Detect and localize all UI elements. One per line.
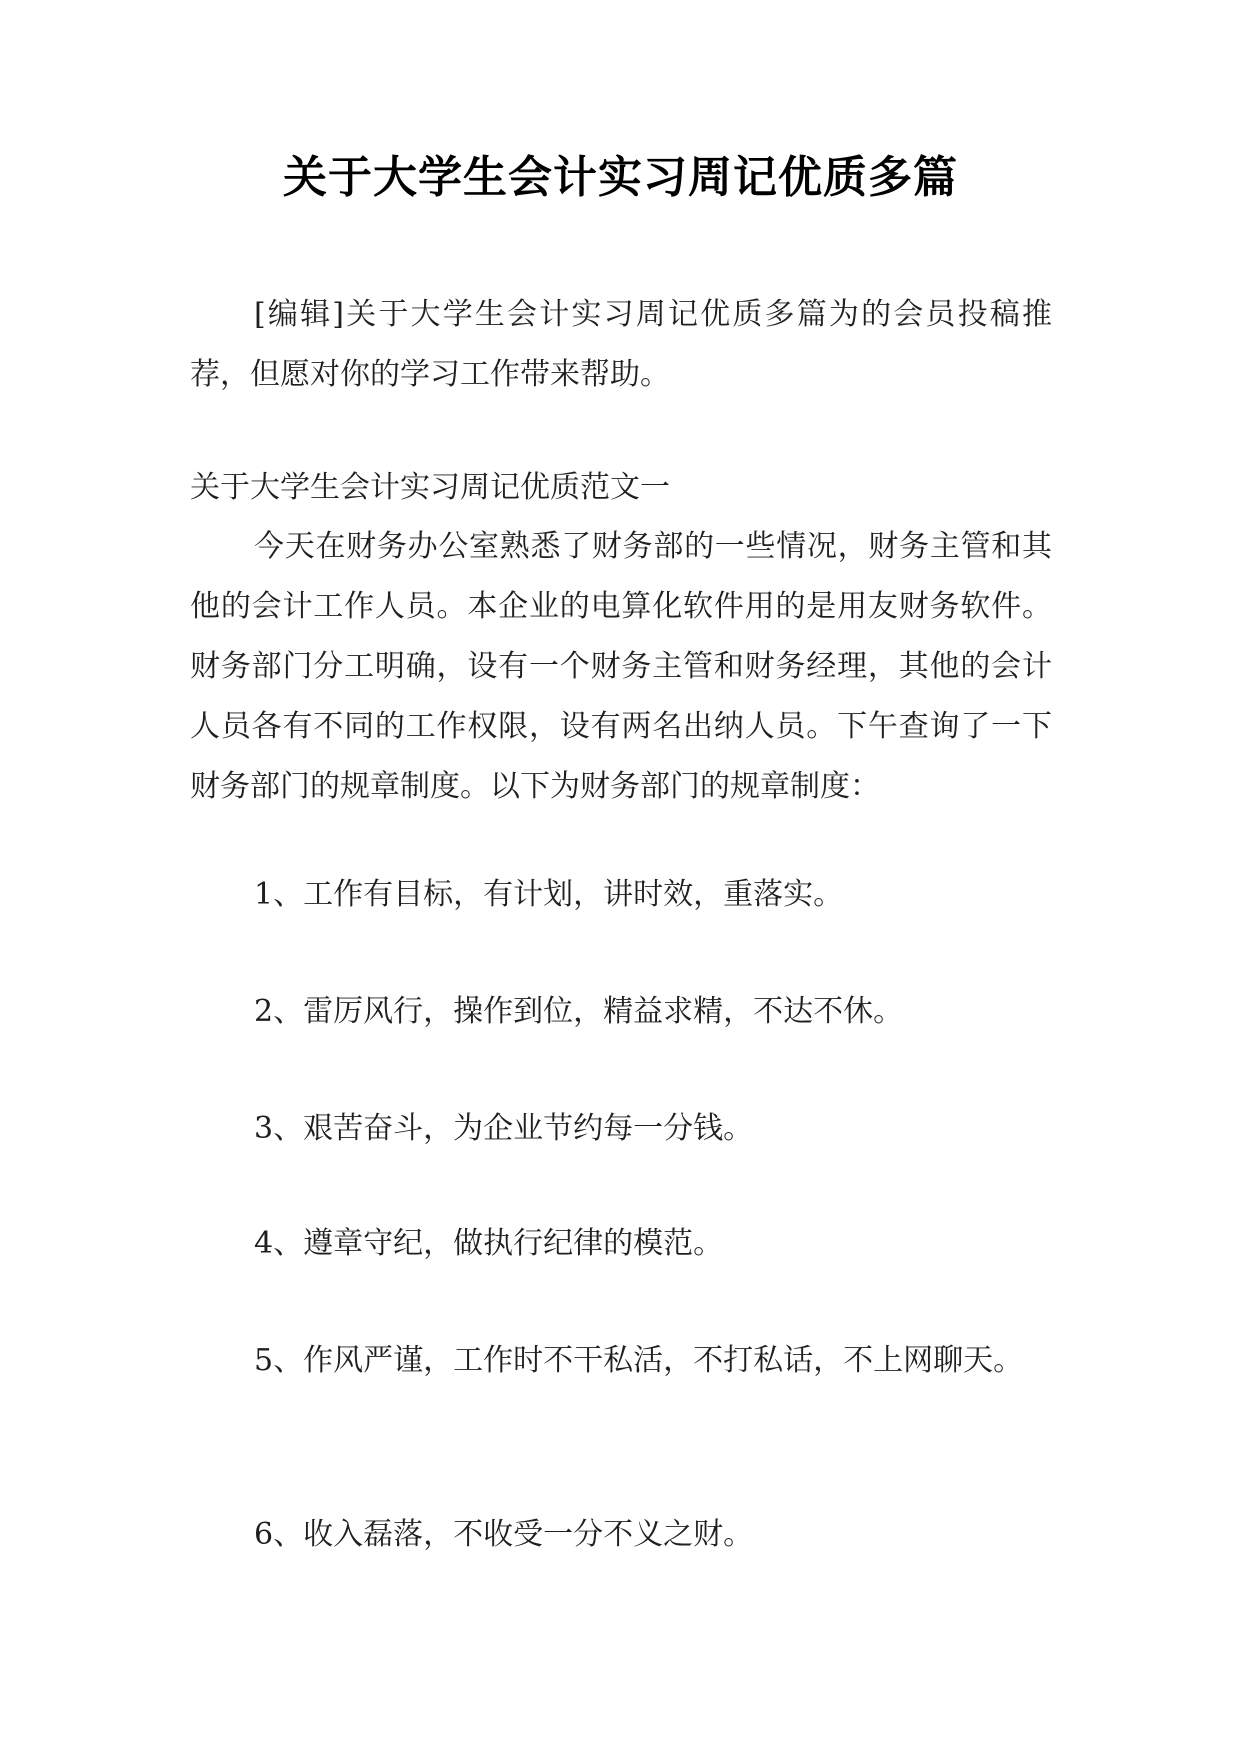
document-title: 关于大学生会计实习周记优质多篇 xyxy=(283,152,958,203)
section-subheading: 关于大学生会计实习周记优质范文一 xyxy=(190,470,670,505)
rule-item: 3、艰苦奋斗，为企业节约每一分钱。 xyxy=(254,1111,754,1146)
rule-item: 5、作风严谨，工作时不干私活，不打私话，不上网聊天。 xyxy=(254,1343,1024,1378)
body-paragraph: 今天在财务办公室熟悉了财务部的一些情况，财务主管和其他的会计工作人员。本企业的电算化软件用的是用友财务软件。财务部门分工明确，设有一个财务主管和财务经理，其他的会计人员各有不同的工作权限，设有两名出纳人员。下午查询了一下财务部门的规章制度。以下为财务部门的规章制度： xyxy=(190,529,1052,804)
rule-item: 4、遵章守纪，做执行纪律的模范。 xyxy=(254,1226,724,1261)
rule-item: 1、工作有目标，有计划，讲时效，重落实。 xyxy=(254,877,844,912)
rule-item: 2、雷厉风行，操作到位，精益求精，不达不休。 xyxy=(254,994,904,1029)
rule-item: 6、收入磊落，不收受一分不义之财。 xyxy=(254,1517,754,1552)
intro-paragraph: [编辑]关于大学生会计实习周记优质多篇为的会员投稿推荐，但愿对你的学习工作带来帮助。 xyxy=(190,297,1052,392)
